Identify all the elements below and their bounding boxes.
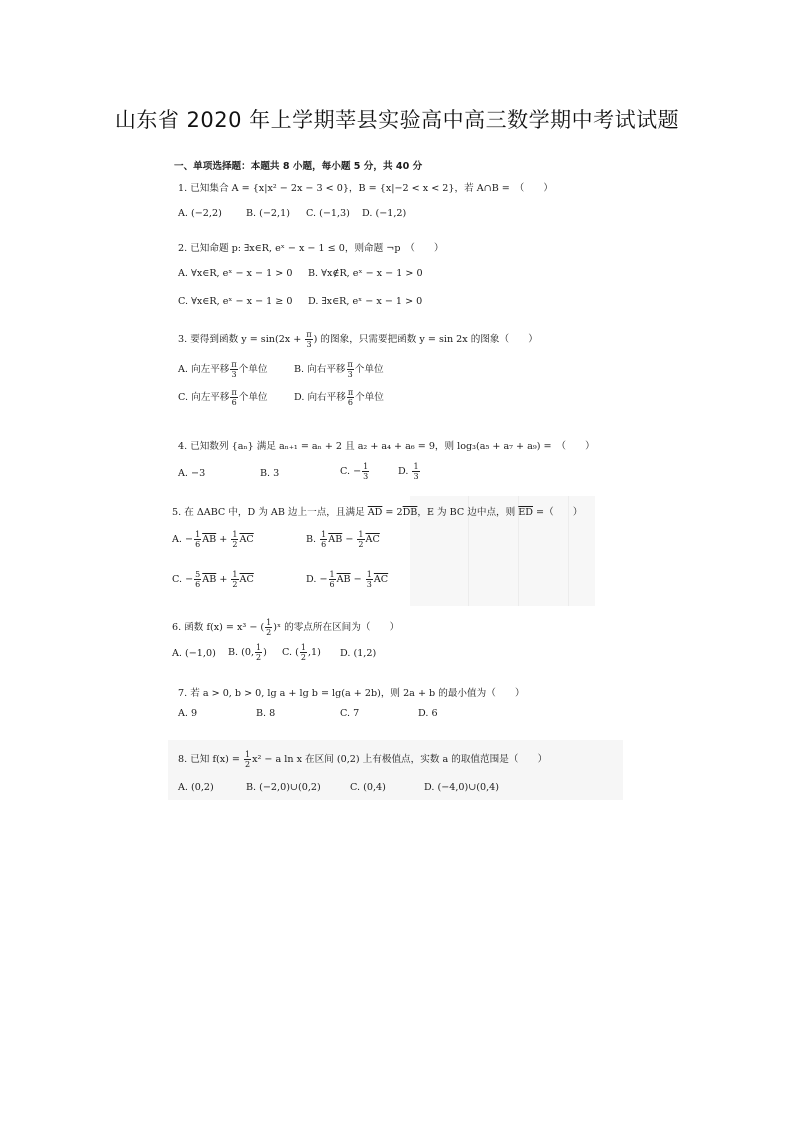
fraction-denominator: 2	[300, 653, 306, 662]
fraction-numerator: 1	[321, 530, 327, 539]
fraction-numerator: 1	[358, 530, 364, 539]
option-sign: +	[219, 574, 228, 585]
vector-ab: $\overline{AB}$	[328, 534, 343, 545]
option-fraction	[255, 643, 262, 662]
option-fraction	[300, 643, 307, 662]
question-3-stem	[178, 330, 538, 349]
fraction-denominator: 3	[231, 370, 237, 379]
question-3-option-c	[178, 388, 268, 407]
option-text: C. 向左平移	[178, 392, 230, 403]
fraction-numerator: 1	[245, 750, 251, 759]
question-6-option-b	[228, 643, 267, 662]
option-text: B. (0,	[228, 647, 255, 658]
fraction-numerator: 1	[366, 570, 372, 579]
fraction-numerator: π	[347, 388, 354, 397]
question-3-stem-fraction	[305, 330, 312, 349]
question-3-stem-end: ) 的图象，只需要把函数 y = sin 2x 的图象（ ）	[313, 334, 538, 345]
fraction-numerator: π	[231, 388, 237, 397]
fraction-denominator: 2	[232, 540, 238, 549]
question-3-option-a	[178, 360, 267, 379]
option-fraction	[194, 570, 201, 589]
fraction-numerator: 1	[363, 462, 369, 471]
fraction-denominator: 6	[195, 540, 201, 549]
question-6-option-a: A. (−1,0)	[172, 648, 216, 659]
option-sign: −	[353, 574, 362, 585]
vector-ac: $\overline{AC}$	[239, 534, 254, 545]
option-text: B. 向右平移	[294, 364, 346, 375]
option-fraction	[329, 570, 336, 589]
fraction-numerator: 1	[266, 618, 272, 627]
fraction-numerator: 1	[232, 570, 238, 579]
option-label: D.	[306, 574, 317, 585]
option-text: 个单位	[355, 392, 384, 403]
option-text: D. 向右平移	[294, 392, 346, 403]
fraction-numerator: π	[306, 330, 312, 339]
question-1-option-c: C. (−1,3)	[306, 208, 350, 219]
fraction-denominator: 3	[306, 340, 312, 349]
fraction-denominator: 6	[195, 580, 201, 589]
vector-ab: $\overline{AB}$	[202, 534, 217, 545]
fraction-numerator: 1	[413, 462, 419, 471]
fraction-denominator: 6	[329, 580, 335, 589]
option-label: A.	[172, 534, 182, 545]
vector-db: $\overline{DB}$	[402, 507, 418, 518]
question-7-option-c: C. 7	[340, 708, 360, 719]
question-4-option-b: B. 3	[260, 468, 280, 479]
option-fraction	[366, 570, 373, 589]
fraction-numerator: 1	[195, 530, 201, 539]
fraction-numerator: 1	[256, 643, 262, 652]
question-8-stem	[178, 750, 547, 769]
question-8-option-b: B. (−2,0)∪(0,2)	[246, 782, 321, 793]
question-4-option-d	[398, 462, 421, 481]
stem-text: 5. 在 ΔABC 中，D 为 AB 边上一点，且满足	[172, 507, 368, 518]
option-fraction	[231, 530, 238, 549]
vector-ed: $\overline{ED}$	[518, 507, 533, 518]
option-fraction	[412, 462, 419, 481]
question-2-stem: 2. 已知命题 p: ∃x∈R, eˣ − x − 1 ≤ 0，则命题 ¬p （ ）	[178, 243, 444, 254]
fraction-denominator: 2	[232, 580, 238, 589]
option-fraction	[194, 530, 201, 549]
option-sign: −	[345, 534, 354, 545]
option-sign: −	[185, 574, 194, 585]
option-sign: +	[219, 534, 228, 545]
stem-text: 6. 函数 f(x) = x³ − (	[172, 622, 265, 633]
question-7-option-b: B. 8	[256, 708, 276, 719]
fraction-denominator: 2	[245, 760, 251, 769]
option-label: B.	[306, 534, 317, 545]
option-fraction	[357, 530, 364, 549]
option-text: ,1)	[307, 647, 321, 658]
question-1-stem: 1. 已知集合 A = {x|x² − 2x − 3 < 0}，B = {x|−2 < x < 2}，若 A∩B = （ ）	[178, 183, 554, 194]
question-5-stem	[172, 504, 582, 518]
fraction-denominator: 6	[347, 398, 353, 407]
scanned-question-sheet	[168, 150, 628, 810]
option-fraction	[230, 388, 237, 407]
question-2-option-d: D. ∃x∈R, eˣ − x − 1 > 0	[308, 296, 423, 307]
option-text: )	[263, 647, 267, 658]
question-8-option-a: A. (0,2)	[178, 782, 214, 793]
vector-ac: $\overline{AC}$	[239, 574, 254, 585]
fraction-numerator: π	[231, 360, 237, 369]
question-6-option-d: D. (1,2)	[340, 648, 377, 659]
question-8-option-d: D. (−4,0)∪(0,4)	[424, 782, 500, 793]
vector-ad: $\overline{AD}$	[367, 507, 383, 518]
fraction-denominator: 6	[231, 398, 237, 407]
question-7-option-d: D. 6	[418, 708, 438, 719]
option-fraction	[347, 360, 354, 379]
fraction-denominator: 3	[347, 370, 353, 379]
stem-text: ，E 为 BC 边中点，则	[417, 507, 519, 518]
question-1-option-a: A. (−2,2)	[178, 208, 222, 219]
option-fraction	[320, 530, 327, 549]
option-text: 个单位	[354, 364, 384, 375]
option-text: C. −	[340, 466, 362, 477]
question-6-stem-fraction	[265, 618, 272, 637]
question-4-option-c	[340, 462, 370, 481]
stem-text: )ˣ 的零点所在区间为（ ）	[273, 622, 400, 633]
question-7-stem: 7. 若 a > 0, b > 0, lg a + lg b = lg(a + 2b)，则 2a + b 的最小值为（ ）	[178, 688, 525, 699]
question-5-option-d	[306, 570, 388, 589]
fraction-numerator: π	[347, 360, 353, 369]
option-fraction	[362, 462, 369, 481]
vector-ac: $\overline{AC}$	[373, 574, 389, 585]
question-2-option-b: B. ∀x∉R, eˣ − x − 1 > 0	[308, 268, 423, 279]
question-2-option-a: A. ∀x∈R, eˣ − x − 1 > 0	[178, 268, 293, 279]
option-text: C. (	[282, 647, 299, 658]
question-8-option-c: C. (0,4)	[350, 782, 386, 793]
option-sign: −	[319, 574, 328, 585]
scan-shading	[168, 740, 623, 800]
option-fraction	[231, 570, 238, 589]
fraction-denominator: 3	[363, 472, 369, 481]
fraction-denominator: 2	[266, 628, 272, 637]
question-3-option-b	[294, 360, 384, 379]
page-title: 山东省 2020 年上学期莘县实验高中高三数学期中考试试题	[114, 108, 680, 132]
question-5-option-b	[306, 530, 380, 549]
fraction-denominator: 6	[321, 540, 327, 549]
vector-ab: $\overline{AB}$	[202, 574, 217, 585]
option-text: A. 向左平移	[178, 364, 230, 375]
question-6-option-c	[282, 643, 321, 662]
stem-text: 8. 已知 f(x) =	[178, 754, 244, 765]
fraction-numerator: 1	[232, 530, 238, 539]
question-5-option-c	[172, 570, 254, 589]
question-8-stem-fraction	[244, 750, 251, 769]
option-text: 个单位	[238, 364, 268, 375]
question-2-option-c: C. ∀x∈R, eˣ − x − 1 ≥ 0	[178, 296, 293, 307]
fraction-numerator: 1	[329, 570, 335, 579]
fraction-numerator: 1	[300, 643, 306, 652]
fraction-numerator: 5	[195, 570, 201, 579]
question-5-option-a	[172, 530, 254, 549]
question-3-stem-start: 3. 要得到函数 y = sin(2x +	[178, 334, 305, 345]
option-fraction	[230, 360, 237, 379]
question-4-option-a: A. −3	[178, 468, 206, 479]
fraction-denominator: 3	[366, 580, 372, 589]
section-heading: 一、单项选择题：本题共 8 小题，每小题 5 分，共 40 分	[174, 161, 423, 172]
fraction-denominator: 2	[358, 540, 364, 549]
question-7-option-a: A. 9	[178, 708, 198, 719]
stem-text: =（ ）	[533, 507, 583, 518]
fraction-denominator: 2	[256, 653, 262, 662]
option-sign: −	[185, 534, 194, 545]
fraction-denominator: 3	[413, 472, 419, 481]
stem-text: x² − a ln x 在区间 (0,2) 上有极值点，实数 a 的取值范围是（ ）	[252, 754, 548, 765]
question-3-option-d	[294, 388, 384, 407]
option-label: C.	[172, 574, 183, 585]
question-1-option-d: D. (−1,2)	[362, 208, 407, 219]
stem-text: = 2	[382, 507, 403, 518]
vector-ab: $\overline{AB}$	[336, 574, 351, 585]
question-1-option-b: B. (−2,1)	[246, 208, 290, 219]
question-4-stem: 4. 已知数列 {aₙ} 满足 aₙ₊₁ = aₙ + 2 且 a₂ + a₄ + a₆ = 9，则 log₃(a₅ + a₇ + a₉) = （ ）	[178, 441, 595, 452]
question-6-stem	[172, 618, 399, 637]
option-text: 个单位	[238, 392, 268, 403]
option-text: D.	[398, 466, 412, 477]
option-fraction	[347, 388, 354, 407]
vector-ac: $\overline{AC}$	[365, 534, 380, 545]
